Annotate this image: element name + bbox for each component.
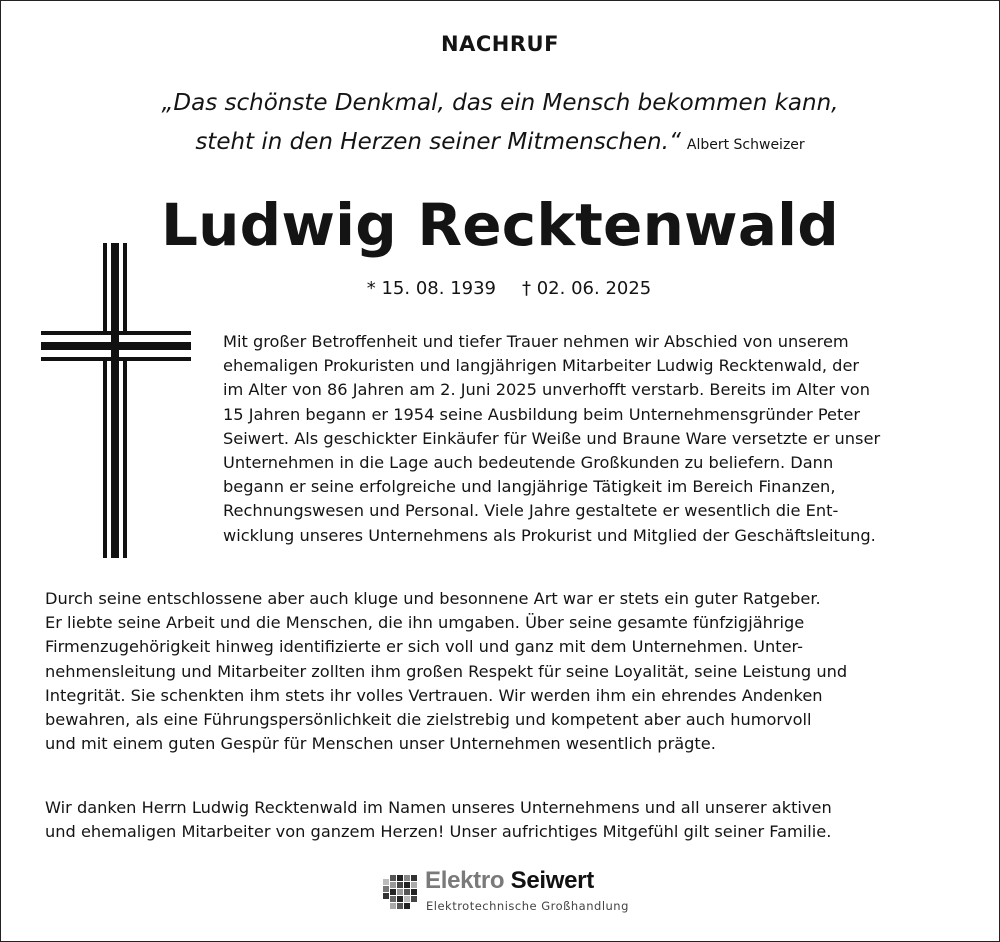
text-line: begann er seine erfolgreiche und langjährige Tätigkeit im Bereich Finanzen,	[223, 477, 836, 497]
text-line: Seiwert. Als geschickter Einkäufer für Weiße und Braune Ware versetzte er unser	[223, 428, 881, 448]
cross-icon	[41, 243, 191, 558]
text-line: Firmenzugehörigkeit hinweg identifizierte er sich voll und ganz mit dem Unternehmen. Unter-	[45, 637, 804, 657]
quote-line-2	[1, 129, 999, 155]
text-line: und ehemaligen Mitarbeiter von ganzem Herzen! Unser aufrichtiges Mitgefühl gilt seiner Familie.	[45, 822, 832, 842]
text-line: nehmensleitung und Mitarbeiter zollten ihm großen Respekt für seine Loyalität, seine Leistung und	[45, 661, 848, 681]
text-line: Unternehmen in die Lage auch bedeutende Großkunden zu beliefern. Dann	[223, 453, 834, 473]
text-line: Mit großer Betroffenheit und tiefer Trauer nehmen wir Abschied von unserem	[223, 332, 849, 351]
paragraph-1	[223, 330, 880, 548]
quote-line-1	[1, 90, 999, 116]
text-line: 15 Jahren begann er 1954 seine Ausbildung beim Unternehmensgründer Peter	[223, 404, 860, 424]
birth-symbol: *	[366, 278, 376, 299]
logo-grid-icon	[381, 873, 421, 913]
quote-text-2: steht in den Herzen seiner Mitmenschen.“	[195, 129, 681, 155]
notice-heading: NACHRUF	[441, 32, 559, 56]
death-year: 2025	[605, 278, 652, 299]
text-line: Durch seine entschlossene aber auch kluge und besonnene Art war er stets ein guter Ratgeber.	[45, 589, 821, 608]
logo-word-seiwert: Seiwert	[510, 867, 594, 894]
quote-author: Albert Schweizer	[686, 137, 805, 153]
deceased-name: Ludwig Recktenwald	[161, 191, 839, 259]
logo-word-elektro: Elektro	[425, 867, 505, 894]
birth-year: 1939	[450, 278, 496, 299]
text-line: Integrität. Sie schenkten ihm stets ihr volles Vertrauen. Wir werden ihm ein ehrendes Andenken	[45, 685, 823, 705]
text-line: im Alter von 86 Jahren am 2. Juni 2025 unverhofft verstarb. Bereits im Alter von	[223, 380, 870, 400]
text-line: und mit einem guten Gespür für Menschen unser Unternehmen wesentlich prägte.	[45, 734, 716, 754]
quote-text-1: „Das schönste Denkmal, das ein Mensch bekommen kann,	[161, 90, 839, 116]
logo-wordmark	[425, 867, 594, 895]
death-symbol: †	[522, 278, 531, 299]
birth-daymonth: 15. 08.	[381, 278, 445, 299]
text-line: Wir danken Herrn Ludwig Recktenwald im Namen unseres Unternehmens und all unserer aktiven	[45, 798, 832, 817]
text-line: bewahren, als eine Führungspersönlichkeit die zielstrebig und kompetent aber auch humorvoll	[45, 710, 812, 730]
paragraph-2	[45, 587, 847, 756]
text-line: Rechnungswesen und Personal. Viele Jahre gestaltete er wesentlich die Ent-	[223, 501, 839, 521]
text-line: wicklung unseres Unternehmens als Prokurist und Mitglied der Geschäftsleitung.	[223, 525, 876, 545]
death-daymonth: 02. 06.	[536, 278, 600, 299]
paragraph-3	[45, 796, 832, 844]
logo-tagline: Elektrotechnische Großhandlung	[426, 899, 629, 913]
text-line: ehemaligen Prokuristen und langjährigen Mitarbeiter Ludwig Recktenwald, der	[223, 356, 860, 376]
text-line: Er liebte seine Arbeit und die Menschen, die ihn umgaben. Über seine gesamte fünfzigjährige	[45, 613, 805, 633]
